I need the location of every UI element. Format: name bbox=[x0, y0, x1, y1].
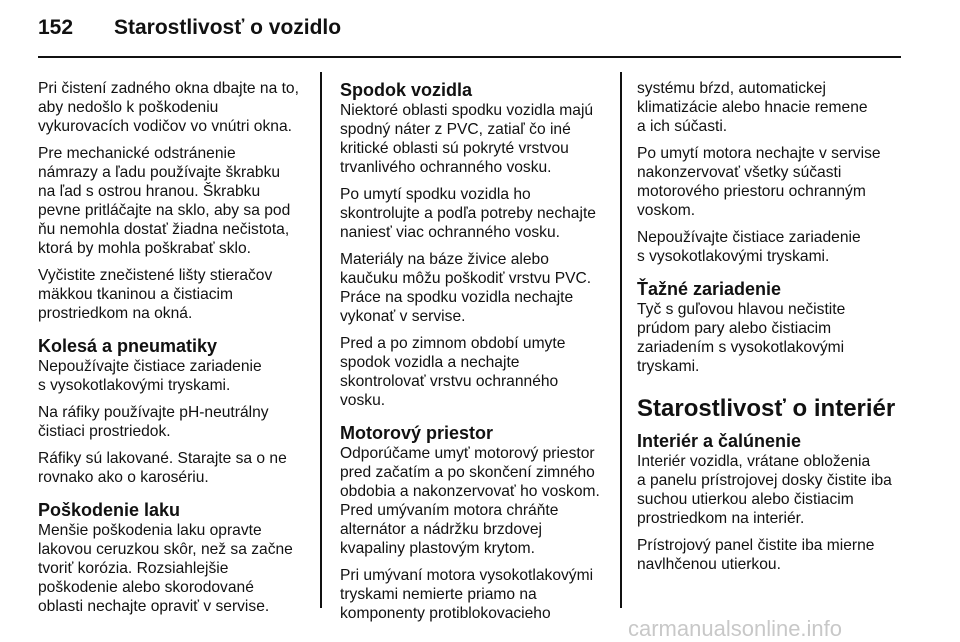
page-number: 152 bbox=[38, 16, 74, 39]
section-heading-wheels: Kolesá a pneumatiky bbox=[38, 336, 218, 356]
column-divider-1 bbox=[320, 72, 322, 608]
rear-window-paragraph: Pri čistení zadného okna dbajte na to, aby nedošlo k poškodeniu vykurovacích vodičov vo vnútri okna. bbox=[38, 80, 299, 135]
section-heading-towing: Ťažné zariadenie bbox=[637, 279, 782, 299]
paint-damage-paragraph: Menšie poškodenia laku opravte lakovou ceruzkou skôr, než sa začne tvoriť korózia. Rozsiahlejšie poškodenie alebo skorodované oblasti nechajte opraviť v servise. bbox=[38, 522, 293, 615]
underbody-paragraph-3: Materiály na báze živice alebo kaučuku môžu poškodiť vrstvu PVC. Práce na spodku vozidla nechajte vykonať v servise. bbox=[340, 251, 592, 325]
page-title: Starostlivosť o vozidlo bbox=[114, 16, 342, 39]
wheels-paragraph-3: Ráfiky sú lakované. Starajte sa o ne rovnako ako o karosériu. bbox=[38, 450, 287, 486]
section-heading-interior: Interiér a čalúnenie bbox=[637, 431, 802, 451]
column-2 bbox=[340, 79, 610, 631]
underbody-paragraph-2: Po umytí spodku vozidla ho skontrolujte a podľa potreby nechajte naniesť viac ochranného vosku. bbox=[340, 186, 596, 241]
column-1 bbox=[38, 79, 310, 624]
section-heading-underbody: Spodok vozidla bbox=[340, 80, 473, 100]
engine-paragraph-2: Pri umývaní motora vysokotlakovými tryskami nemierte priamo na komponenty protiblokovacieho bbox=[340, 567, 594, 622]
interior-paragraph-2: Prístrojový panel čistite iba mierne navlhčenou utierkou. bbox=[637, 537, 875, 573]
engine-wax-paragraph: Po umytí motora nechajte v servise nakonzervovať všetky súčasti motorového priestoru ochranným voskom. bbox=[637, 145, 881, 219]
engine-continued-paragraph: systému bŕzd, automatickej klimatizácie alebo hnacie remene a ich súčasti. bbox=[637, 80, 868, 135]
underbody-paragraph-1: Niektoré oblasti spodku vozidla majú spodný náter z PVC, zatiaľ čo iné kritické oblasti sú pokryté vrstvou trvanlivého ochranného vosku. bbox=[340, 102, 594, 176]
wheels-paragraph-1: Nepoužívajte čistiace zariadenie s vysokotlakovými tryskami. bbox=[38, 358, 262, 394]
engine-paragraph-1: Odporúčame umyť motorový priestor pred začatím a po skončení zimného obdobia a nakonzervovať ho voskom. Pred umývaním motora chráňte alternátor a nádržku brzdovej kvapaliny plastovým krytom. bbox=[340, 445, 600, 557]
wheels-paragraph-2: Na ráfiky používajte pH-neutrálny čistiaci prostriedok. bbox=[38, 404, 269, 440]
column-divider-2 bbox=[620, 72, 622, 608]
engine-highpressure-paragraph: Nepoužívajte čistiace zariadenie s vysokotlakovými tryskami. bbox=[637, 229, 861, 265]
underbody-paragraph-4: Pred a po zimnom období umyte spodok vozidla a nechajte skontrolovať vrstvu ochranného vosku. bbox=[340, 335, 566, 409]
wiper-paragraph: Vyčistite znečistené lišty stieračov mäkkou tkaninou a čistiacim prostriedkom na okná. bbox=[38, 267, 273, 322]
section-heading-paint-damage: Poškodenie laku bbox=[38, 500, 181, 520]
column-3 bbox=[637, 79, 909, 582]
towing-paragraph: Tyč s guľovou hlavou nečistite prúdom pary alebo čistiacim zariadením s vysokotlakovými tryskami. bbox=[637, 301, 846, 375]
section-heading-engine: Motorový priestor bbox=[340, 423, 494, 443]
chapter-heading-interior-care: Starostlivosť o interiér bbox=[637, 395, 896, 422]
watermark: carmanualsonline.info bbox=[628, 616, 843, 641]
ice-scraper-paragraph: Pre mechanické odstránenie námrazy a ľadu používajte škrabku na ľad s ostrou hranou. Škrabku pevne pritláčajte na sklo, aby sa pod ňu nemohla dostať žiadna nečistota, ktorá by mohla poškrabať sklo. bbox=[38, 145, 291, 257]
interior-paragraph-1: Interiér vozidla, vrátane obloženia a panelu prístrojovej dosky čistite iba suchou utierkou alebo čistiacim prostriedkom na interiér. bbox=[637, 453, 892, 527]
header-rule bbox=[38, 56, 901, 58]
